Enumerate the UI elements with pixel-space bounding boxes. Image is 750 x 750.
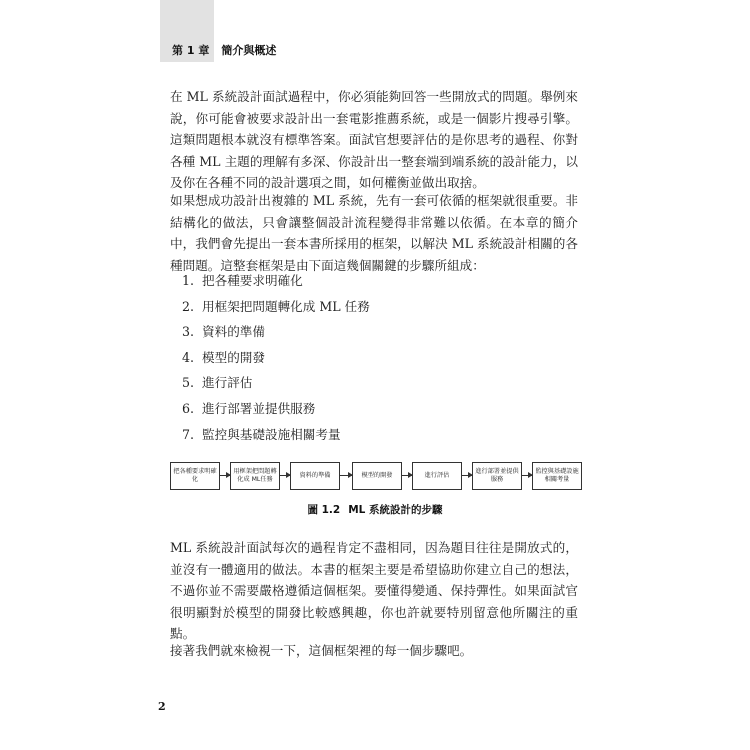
flow-box-evaluation: 進行評估 <box>412 462 462 490</box>
paragraph-intro: 在 ML 系統設計面試過程中，你必須能夠回答一些開放式的問題。舉例來說，你可能會被要求設計出一套電影推薦系統，或是一個影片搜尋引擎。這類問題根本就沒有標準答案。面試官想要評估的是你思考的過程、你對各種 ML 主題的理解有多深、你設計出一整套端到端系統的設計能力，以及你在各種不同的設計選項之間，如何權衡並做出取捨。 <box>170 89 578 190</box>
arrow-icon <box>220 475 230 476</box>
step-number: 2. <box>182 298 195 314</box>
caption-label: 圖 1.2 <box>307 504 341 516</box>
list-item <box>182 298 370 324</box>
arrow-icon <box>402 475 412 476</box>
paragraph-flexibility: ML 系統設計面試每次的過程肯定不盡相同，因為題目往往是開放式的，並沒有一體適用的做法。本書的框架主要是希望協助你建立自己的想法，不過你並不需要嚴格遵循這個框架。要懂得變通、保持彈性。如果面試官很明顯對於模型的開發比較感興趣，你也許就要特別留意他所關注的重點。 <box>170 540 578 641</box>
list-item <box>182 400 370 426</box>
step-text: 把各種要求明確化 <box>202 273 303 288</box>
step-number: 1. <box>182 273 195 288</box>
flow-box-deployment: 進行部署並提供服務 <box>472 462 522 490</box>
step-text: 模型的開發 <box>202 349 265 365</box>
chapter-number: 第 1 章 <box>172 44 210 57</box>
flow-box-framing: 用框架把問題轉化成 ML任務 <box>230 462 280 490</box>
flow-box-data: 資料的準備 <box>290 462 340 490</box>
step-number: 7. <box>182 426 195 442</box>
step-number: 4. <box>182 349 195 365</box>
arrow-icon <box>522 475 532 476</box>
caption-text: ML 系統設計的步驟 <box>348 504 443 516</box>
arrow-icon <box>462 475 472 476</box>
list-item <box>182 426 370 452</box>
paragraph-closing: 接著我們就來檢視一下，這個框架裡的每一個步驟吧。 <box>170 643 473 658</box>
step-text: 監控與基礎設施相關考量 <box>202 426 341 442</box>
step-text: 資料的準備 <box>202 324 265 340</box>
flow-box-requirements: 把各種要求明確化 <box>170 462 220 490</box>
figure-caption <box>0 502 750 517</box>
list-item <box>182 272 370 298</box>
step-number: 3. <box>182 324 195 340</box>
page-number: 2 <box>158 700 166 713</box>
flow-box-monitoring: 監控與基礎設施相關考量 <box>532 462 582 490</box>
step-text: 用框架把問題轉化成 ML 任務 <box>202 298 370 314</box>
list-item <box>182 323 370 349</box>
list-item <box>182 374 370 400</box>
list-item <box>182 349 370 375</box>
chapter-title: 簡介與概述 <box>221 44 277 57</box>
step-number: 6. <box>182 400 195 416</box>
paragraph-framework: 如果想成功設計出複雜的 ML 系統，先有一套可依循的框架就很重要。非結構化的做法，只會讓整個設計流程變得非常難以依循。在本章的簡介中，我們會先提出一套本書所採用的框架，以解決 ML 系統設計相關的各種問題。這整套框架是由下面這幾個關鍵的步驟所組成： <box>170 193 578 273</box>
step-number: 5. <box>182 375 195 391</box>
step-text: 進行評估 <box>202 375 253 391</box>
chapter-header <box>172 42 276 58</box>
steps-list <box>182 272 370 451</box>
arrow-icon <box>280 475 290 476</box>
step-text: 進行部署並提供服務 <box>202 400 316 416</box>
flow-box-model: 模型的開發 <box>352 462 402 490</box>
flow-diagram <box>170 462 582 490</box>
arrow-icon <box>340 475 352 476</box>
